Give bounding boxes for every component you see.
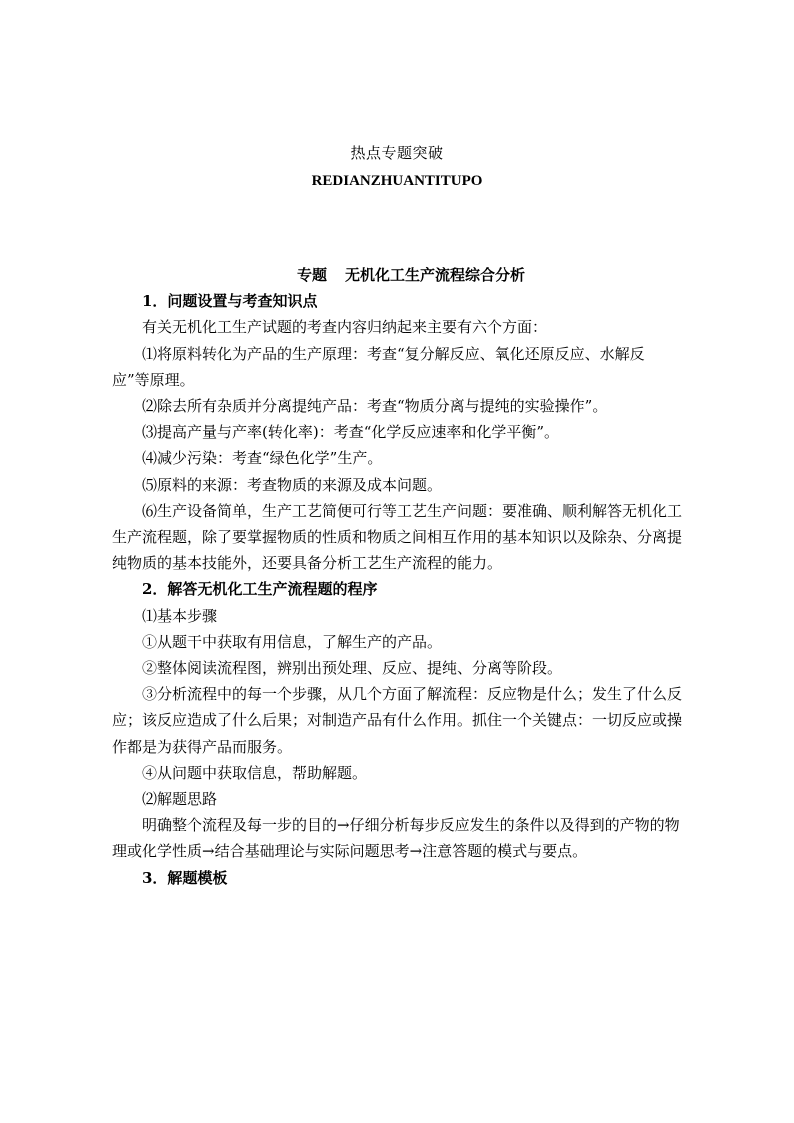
page-title: 热点专题突破 [350,144,444,162]
subheading-3: 3．解题模板 [142,868,228,887]
paragraph-step-3: ③分析流程中的每一个步骤，从几个方面了解流程：反应物是什么；发生了什么反应；该反应造成了什么后果；对制造产品有什么作用。抓住一个关键点：一切反应或操作都是为获得产品而服务。 [112,685,683,756]
paragraph-step-4: ④从问题中获取信息，帮助解题。 [142,763,368,782]
section-heading [112,262,682,288]
document-body [112,262,682,891]
paragraph-approach-detail: 明确整个流程及每一步的目的→仔细分析每步反应发生的条件以及得到的产物的物理或化学性质→结合基础理论与实际问题思考→注意答题的模式与要点。 [112,816,680,861]
subheading-1: 1．问题设置与考查知识点 [142,292,318,311]
paragraph-basic-steps: ⑴基本步骤 [142,606,218,625]
page-subtitle-pinyin: REDIANZHUANTITUPO [311,173,483,189]
paragraph-item-4: ⑷减少污染：考查“绿色化学”生产。 [142,449,383,468]
section-title: 无机化工生产流程综合分析 [345,266,526,284]
paragraph-item-2: ⑵除去所有杂质并分离提纯产品：考查“物质分离与提纯的实验操作”。 [142,397,608,416]
paragraph-approach: ⑵解题思路 [142,790,218,809]
paragraph-item-1: ⑴将原料转化为产品的生产原理：考查“复分解反应、氧化还原反应、水解反应”等原理。 [112,344,645,389]
paragraph-intro: 有关无机化工生产试题的考查内容归纳起来主要有六个方面： [142,318,548,337]
paragraph-step-1: ①从题干中获取有用信息，了解生产的产品。 [142,632,443,651]
paragraph-item-5: ⑸原料的来源：考查物质的来源及成本问题。 [142,475,443,494]
paragraph-step-2: ②整体阅读流程图，辨别出预处理、反应、提纯、分离等阶段。 [142,659,563,678]
paragraph-item-3: ⑶提高产量与产率(转化率)：考查“化学反应速率和化学平衡”。 [142,423,560,442]
section-label: 专题 [296,266,327,284]
subheading-2: 2．解答无机化工生产流程题的程序 [142,580,378,599]
paragraph-item-6: ⑹生产设备简单，生产工艺简便可行等工艺生产问题：要准确、顺利解答无机化工生产流程题，除了要掌握物质的性质和物质之间相互作用的基本知识以及除杂、分离提纯物质的基本技能外，还要具备分析工艺生产流程的能力。 [112,501,683,573]
